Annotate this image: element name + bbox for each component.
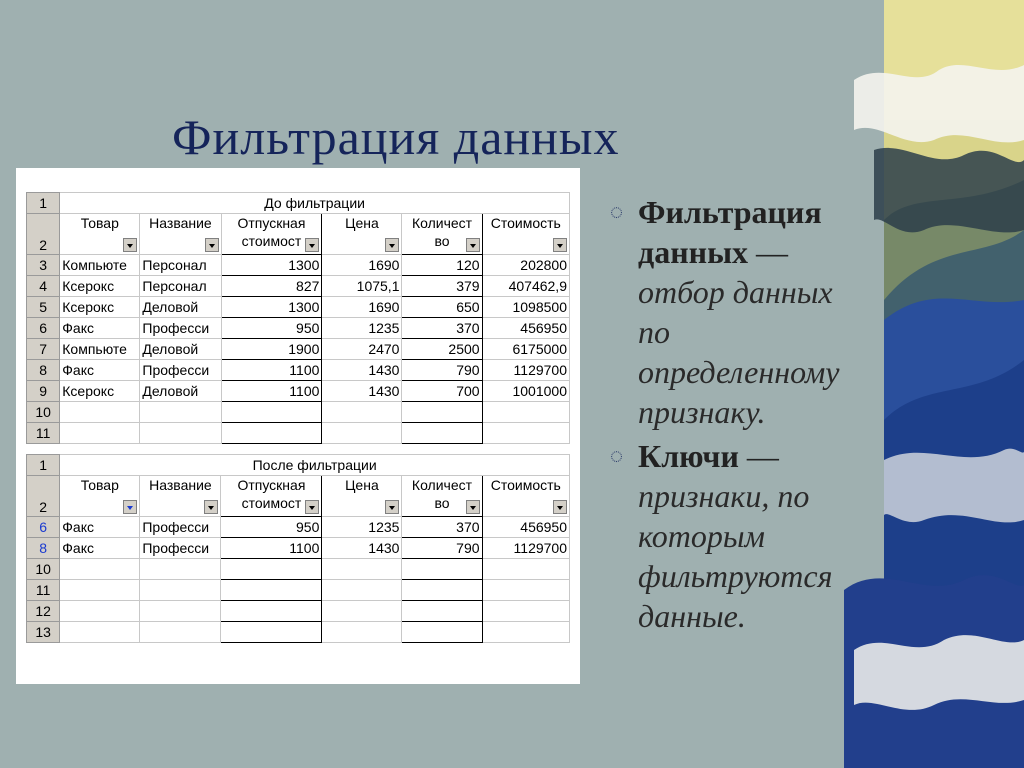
row-number[interactable]: 9 (27, 381, 60, 402)
header-label: Товар (80, 477, 119, 493)
table-cell[interactable]: 1129700 (482, 538, 569, 559)
table-row (27, 538, 570, 559)
table-row (27, 276, 570, 297)
table-cell[interactable]: 1098500 (482, 297, 569, 318)
column-header (402, 476, 482, 517)
header-label: Стоимость (490, 215, 561, 231)
table-row (27, 297, 570, 318)
table-cell[interactable]: 407462,9 (482, 276, 569, 297)
table-cell[interactable]: 700 (402, 381, 482, 402)
filter-dropdown-icon[interactable] (385, 238, 399, 252)
row-number[interactable]: 10 (27, 559, 60, 580)
table-cell[interactable] (402, 402, 482, 423)
table-cell[interactable] (60, 402, 140, 423)
filter-dropdown-icon[interactable] (466, 238, 480, 252)
table-cell[interactable] (221, 622, 322, 643)
table-cell[interactable] (482, 402, 569, 423)
table-cell[interactable]: 456950 (482, 517, 569, 538)
table-cell[interactable]: 1690 (322, 255, 402, 276)
table-cell[interactable]: 1300 (221, 255, 322, 276)
table-cell[interactable]: Компьюте (60, 255, 140, 276)
table-cell[interactable]: 1430 (322, 538, 402, 559)
active-filter-dropdown-icon[interactable] (123, 500, 137, 514)
table-caption: До фильтрации (60, 193, 570, 214)
header-label: Стоимость (490, 477, 561, 493)
table-cell[interactable]: 370 (402, 517, 482, 538)
table-cell[interactable]: 456950 (482, 318, 569, 339)
table-cell[interactable] (140, 423, 221, 444)
table-cell[interactable] (221, 423, 322, 444)
table-row (27, 255, 570, 276)
filter-dropdown-icon[interactable] (385, 500, 399, 514)
column-header (482, 476, 569, 517)
table-cell[interactable] (60, 580, 140, 601)
row-number[interactable]: 2 (27, 214, 60, 255)
table-cell[interactable] (482, 622, 569, 643)
column-header (221, 214, 322, 255)
bullet-item (606, 436, 866, 636)
table-cell[interactable] (140, 601, 221, 622)
table-cell[interactable] (402, 580, 482, 601)
row-number[interactable]: 6 (27, 517, 60, 538)
table-row (27, 318, 570, 339)
table-cell[interactable] (482, 580, 569, 601)
table-cell[interactable]: Деловой (140, 297, 221, 318)
header-label: Отпускная стоимост (237, 477, 306, 511)
table-cell[interactable] (402, 601, 482, 622)
table-row (27, 360, 570, 381)
table-cell[interactable]: 2500 (402, 339, 482, 360)
row-number[interactable]: 13 (27, 622, 60, 643)
header-label: Цена (345, 477, 379, 493)
table-cell[interactable]: Персонал (140, 276, 221, 297)
header-label: Товар (80, 215, 119, 231)
filter-dropdown-icon[interactable] (205, 238, 219, 252)
row-number[interactable]: 8 (27, 360, 60, 381)
filter-dropdown-icon[interactable] (553, 238, 567, 252)
row-number[interactable]: 6 (27, 318, 60, 339)
bullet-marker-icon: ◌ (610, 199, 624, 224)
table-cell[interactable] (60, 423, 140, 444)
header-label: Название (149, 215, 212, 231)
row-number[interactable]: 3 (27, 255, 60, 276)
table-row (27, 402, 570, 423)
table-cell[interactable] (482, 601, 569, 622)
header-label: Количест во (411, 215, 473, 249)
column-header (402, 214, 482, 255)
table-cell[interactable]: 370 (402, 318, 482, 339)
table-row (27, 423, 570, 444)
filter-dropdown-icon[interactable] (305, 500, 319, 514)
table-cell[interactable] (140, 559, 221, 580)
table-cell[interactable]: Професси (140, 538, 221, 559)
table-cell[interactable]: 202800 (482, 255, 569, 276)
filter-dropdown-icon[interactable] (204, 500, 218, 514)
table-row (27, 339, 570, 360)
table-cell[interactable]: 1900 (221, 339, 322, 360)
table-cell[interactable]: 1300 (221, 297, 322, 318)
table-cell[interactable]: 2470 (322, 339, 402, 360)
row-number[interactable]: 1 (27, 455, 60, 476)
table-row (27, 622, 570, 643)
table-cell[interactable]: 790 (402, 538, 482, 559)
header-label: Цена (345, 215, 379, 231)
filter-dropdown-icon[interactable] (123, 238, 137, 252)
table-cell[interactable] (402, 622, 482, 643)
column-header (322, 476, 402, 517)
table-cell[interactable]: Ксерокс (60, 276, 140, 297)
column-header (140, 214, 221, 255)
table-row (27, 381, 570, 402)
table-cell[interactable] (402, 423, 482, 444)
column-header (322, 214, 402, 255)
table-cell[interactable] (140, 580, 221, 601)
table-cell[interactable]: 1430 (322, 381, 402, 402)
bullet-dash: — (748, 234, 789, 270)
filter-dropdown-icon[interactable] (553, 500, 567, 514)
table-cell[interactable]: Факс (60, 538, 140, 559)
bullet-item (606, 192, 866, 432)
row-number[interactable]: 4 (27, 276, 60, 297)
table-cell[interactable] (140, 622, 221, 643)
column-header (221, 476, 322, 517)
table-cell[interactable]: 1100 (221, 381, 322, 402)
bullet-dash: — (738, 438, 779, 474)
table-cell[interactable]: 1001000 (482, 381, 569, 402)
table-cell[interactable] (322, 580, 402, 601)
table-cell[interactable]: 1235 (322, 517, 402, 538)
table-cell[interactable] (221, 601, 322, 622)
table-cell[interactable]: Компьюте (60, 339, 140, 360)
table-after (26, 454, 570, 643)
row-number[interactable]: 2 (27, 476, 60, 517)
table-cell[interactable]: Персонал (140, 255, 221, 276)
table-cell[interactable]: Деловой (140, 339, 221, 360)
table-cell[interactable] (221, 402, 322, 423)
table-cell[interactable]: 1100 (221, 538, 322, 559)
bullet-marker-icon: ◌ (610, 443, 624, 468)
bullet-definition: признаки, по которым фильтруются данные. (638, 478, 833, 634)
table-cell[interactable]: Факс (60, 360, 140, 381)
table-cell[interactable] (322, 601, 402, 622)
table-cell[interactable]: 1100 (221, 360, 322, 381)
table-row (27, 580, 570, 601)
table-row (27, 517, 570, 538)
table-cell[interactable]: 1075,1 (322, 276, 402, 297)
column-header (60, 476, 140, 517)
row-number[interactable]: 12 (27, 601, 60, 622)
row-number[interactable]: 1 (27, 193, 60, 214)
table-cell[interactable]: 950 (221, 517, 322, 538)
table-cell[interactable] (60, 559, 140, 580)
table-cell[interactable]: 1430 (322, 360, 402, 381)
bullet-term: Ключи (638, 438, 739, 474)
table-cell[interactable] (60, 601, 140, 622)
bullet-list (606, 192, 866, 640)
table-cell[interactable]: Професси (140, 517, 221, 538)
row-number[interactable]: 5 (27, 297, 60, 318)
table-cell[interactable]: 650 (402, 297, 482, 318)
row-number[interactable]: 8 (27, 538, 60, 559)
row-number[interactable]: 10 (27, 402, 60, 423)
table-cell[interactable] (322, 559, 402, 580)
bullet-definition: отбор данных по определенному признаку. (638, 274, 840, 430)
table-cell[interactable] (482, 559, 569, 580)
row-number[interactable]: 11 (27, 423, 60, 444)
table-cell[interactable]: 827 (221, 276, 322, 297)
table-cell[interactable]: Професси (140, 318, 221, 339)
header-label: Отпускная стоимост (237, 215, 306, 249)
table-cell[interactable] (140, 402, 221, 423)
table-cell[interactable] (322, 622, 402, 643)
table-cell[interactable] (221, 580, 322, 601)
bullet-term: Фильтрация данных (638, 194, 822, 270)
table-caption: После фильтрации (60, 455, 570, 476)
table-cell[interactable]: Ксерокс (60, 297, 140, 318)
column-header (140, 476, 221, 517)
table-cell[interactable]: 1690 (322, 297, 402, 318)
slide-title: Фильтрация данных (172, 109, 620, 165)
table-row (27, 559, 570, 580)
header-label: Название (149, 477, 212, 493)
row-number[interactable]: 11 (27, 580, 60, 601)
table-cell[interactable]: Ксерокс (60, 381, 140, 402)
table-cell[interactable] (221, 559, 322, 580)
header-label: Количест во (411, 477, 473, 511)
spreadsheet-screenshot (16, 168, 580, 684)
table-row (27, 601, 570, 622)
table-cell[interactable]: 1129700 (482, 360, 569, 381)
table-cell[interactable]: 1235 (322, 318, 402, 339)
table-cell[interactable]: Факс (60, 318, 140, 339)
table-cell[interactable]: 120 (402, 255, 482, 276)
table-cell[interactable]: Факс (60, 517, 140, 538)
column-header (482, 214, 569, 255)
wave-decoration (844, 0, 1024, 768)
row-number[interactable]: 7 (27, 339, 60, 360)
filter-dropdown-icon[interactable] (466, 500, 480, 514)
table-cell[interactable]: Деловой (140, 381, 221, 402)
table-cell[interactable] (322, 402, 402, 423)
table-cell[interactable] (322, 423, 402, 444)
table-before (26, 192, 570, 444)
column-header (60, 214, 140, 255)
table-cell[interactable] (402, 559, 482, 580)
table-cell[interactable] (60, 622, 140, 643)
table-cell[interactable]: 950 (221, 318, 322, 339)
table-cell[interactable]: 790 (402, 360, 482, 381)
table-cell[interactable]: 379 (402, 276, 482, 297)
table-cell[interactable]: 6175000 (482, 339, 569, 360)
filter-dropdown-icon[interactable] (305, 238, 319, 252)
table-cell[interactable]: Професси (140, 360, 221, 381)
table-cell[interactable] (482, 423, 569, 444)
